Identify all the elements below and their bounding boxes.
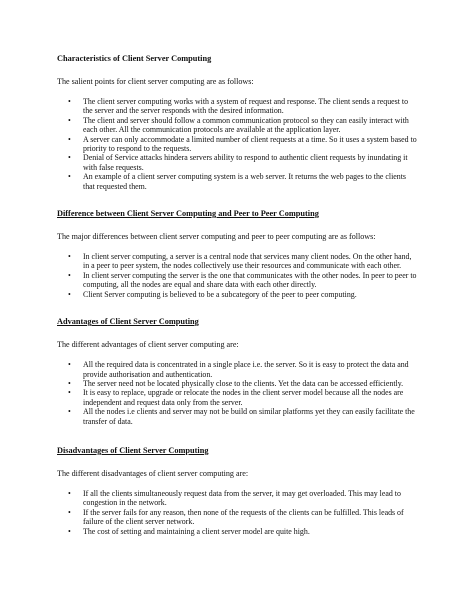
section-heading: Characteristics of Client Server Computing	[57, 54, 212, 63]
list-item	[57, 97, 419, 116]
list-item-text: It is easy to replace, upgrade or relocate the nodes in the client server model because all the nodes are independent and request data only from the server.	[83, 388, 404, 407]
section-heading: Advantages of Client Server Computing	[57, 317, 199, 327]
list-item	[57, 135, 419, 154]
section-heading: Difference between Client Server Computing and Peer to Peer Computing	[57, 209, 319, 219]
section-characteristics	[57, 54, 419, 191]
bullet-icon: •	[68, 97, 71, 106]
list-item-text: The client and server should follow a common communication protocol so they can easily interact with each other. All the communication protocols are available at the application layer.	[83, 115, 409, 135]
bullet-icon: •	[68, 526, 71, 536]
bullet-icon: •	[68, 270, 71, 280]
list-item-text: All the nodes i.e clients and server may not be build on similar platforms yet they can easily facilitate the transfer of data.	[83, 407, 415, 426]
bullet-icon: •	[68, 407, 71, 417]
list-item	[57, 527, 419, 536]
bullet-list	[57, 97, 419, 191]
bullet-list	[57, 489, 419, 536]
list-item-text: A server can only accommodate a limited number of client requests at a time. So it uses a system based to priority to respond to the requests.	[83, 134, 417, 154]
list-item	[57, 252, 419, 271]
section-intro: The different disadvantages of client server computing are:	[57, 468, 249, 478]
list-item	[57, 172, 419, 191]
list-item-text: All the required data is concentrated in a single place i.e. the server. So it is easy to protect the data and provide authorisation and authentication.	[83, 360, 409, 379]
bullet-icon: •	[68, 507, 71, 517]
bullet-icon: •	[68, 360, 71, 370]
bullet-icon: •	[68, 134, 71, 144]
list-item	[57, 508, 419, 527]
bullet-icon: •	[68, 289, 71, 299]
list-item-text: An example of a client server computing system is a web server. It returns the web pages to the clients that requested them.	[83, 172, 406, 191]
list-item	[57, 153, 419, 172]
bullet-icon: •	[68, 153, 71, 163]
section-intro: The different advantages of client server computing are:	[57, 340, 239, 350]
list-item-text: Denial of Service attacks hindera servers ability to respond to authentic client requests by inundating it with false requests.	[83, 153, 408, 172]
list-item-text: The client server computing works with a system of request and response. The client sends a request to the server and the server responds with the desired information.	[83, 97, 409, 116]
list-item-text: If all the clients simultaneously request data from the server, it may get overloaded. This may lead to congestion in the network.	[83, 488, 401, 508]
bullet-list	[57, 360, 419, 426]
list-item-text: If the server fails for any reason, then none of the requests of the clients can be fulfilled. This leads of failure of the client server network.	[83, 507, 404, 527]
section-intro: The major differences between client server computing and peer to peer computing are as follows:	[57, 232, 376, 242]
bullet-icon: •	[68, 378, 71, 388]
list-item	[57, 290, 419, 299]
bullet-list	[57, 252, 419, 299]
list-item	[57, 489, 419, 508]
list-item	[57, 407, 419, 426]
section-difference	[57, 209, 419, 299]
list-item	[57, 116, 419, 135]
list-item-text: The server need not be located physically close to the clients. Yet the data can be accessed efficiently.	[83, 378, 404, 388]
bullet-icon: •	[68, 172, 71, 182]
list-item	[57, 379, 419, 388]
section-heading: Disadvantages of Client Server Computing	[57, 445, 209, 455]
list-item-text: In client server computing the server is the one that communicates with the other nodes. In peer to peer to computing, all the nodes are equal and share data with each other directly.	[83, 270, 417, 290]
list-item	[57, 360, 419, 379]
list-item-text: In client server computing, a server is a central node that services many client nodes. On the other hand, in a peer to peer system, the nodes collectively use their resources and communicate with each other.	[83, 252, 412, 271]
bullet-icon: •	[68, 488, 71, 498]
list-item-text: The cost of setting and maintaining a client server model are quite high.	[83, 526, 310, 536]
section-disadvantages	[57, 446, 419, 536]
list-item	[57, 388, 419, 407]
section-advantages	[57, 317, 419, 426]
document-page	[57, 54, 419, 536]
list-item	[57, 271, 419, 290]
bullet-icon: •	[68, 115, 71, 125]
list-item-text: Client Server computing is believed to be a subcategory of the peer to peer computing.	[83, 289, 357, 299]
section-intro: The salient points for client server computing are as follows:	[57, 77, 254, 86]
bullet-icon: •	[68, 252, 71, 262]
bullet-icon: •	[68, 388, 71, 398]
